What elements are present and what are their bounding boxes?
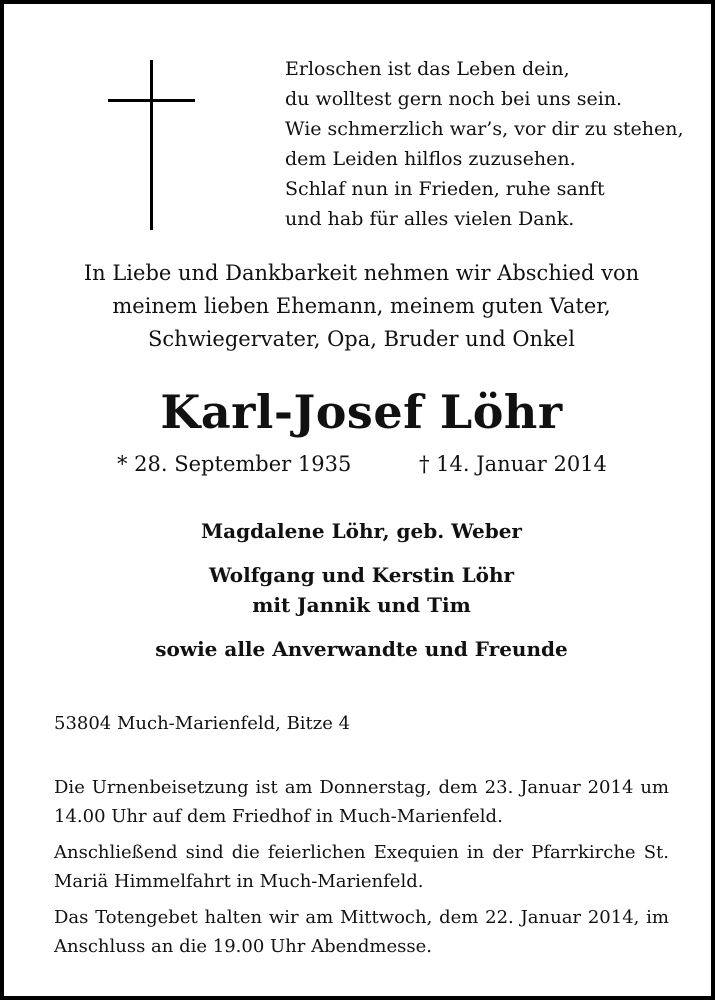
poem-line: und hab für alles vielen Dank.: [285, 208, 575, 230]
mourner-line: sowie alle Anverwandte und Freunde: [155, 637, 568, 661]
cross-icon-crossbar: [108, 99, 195, 102]
info-paragraph: Das Totengebet halten wir am Mittwoch, dem 22. Januar 2014, im Anschluss an die 19.00 Uhr Abendmesse.: [54, 907, 669, 957]
intro-line: Schwiegervater, Opa, Bruder und Onkel: [148, 327, 575, 351]
birth-date: * 28. September 1935: [117, 452, 352, 476]
poem-line: du wolltest gern noch bei uns sein.: [285, 88, 623, 110]
address: 53804 Much-Marienfeld, Bitze 4: [54, 713, 351, 734]
service-info: [54, 773, 669, 968]
mourner-line: mit Jannik und Tim: [252, 593, 471, 617]
poem: [285, 54, 683, 234]
poem-line: Wie schmerzlich war’s, vor dir zu stehen,: [285, 118, 684, 140]
poem-line: dem Leiden hilflos zuzusehen.: [285, 148, 576, 170]
deceased-name: Karl-Josef Löhr: [160, 385, 563, 439]
poem-line: Schlaf nun in Frieden, ruhe sanft: [285, 178, 605, 200]
mourners: [4, 516, 715, 664]
info-paragraph: Die Urnenbeisetzung ist am Donnerstag, dem 23. Januar 2014 um 14.00 Uhr auf dem Friedhof in Much-Marienfeld.: [54, 777, 669, 827]
cross-icon: [150, 60, 153, 230]
info-paragraph: Anschließend sind die feierlichen Exequien in der Pfarrkirche St. Mariä Himmelfahrt in Much-Marienfeld.: [54, 842, 669, 892]
intro-line: meinem lieben Ehemann, meinem guten Vater,: [112, 294, 611, 318]
death-date: † 14. Januar 2014: [419, 452, 607, 476]
intro-line: In Liebe und Dankbarkeit nehmen wir Abschied von: [83, 261, 640, 285]
intro-text: [4, 257, 715, 356]
mourner-line: Magdalene Löhr, geb. Weber: [201, 519, 522, 543]
poem-line: Erloschen ist das Leben dein,: [285, 58, 570, 80]
mourner-line: Wolfgang und Kerstin Löhr: [208, 563, 515, 587]
